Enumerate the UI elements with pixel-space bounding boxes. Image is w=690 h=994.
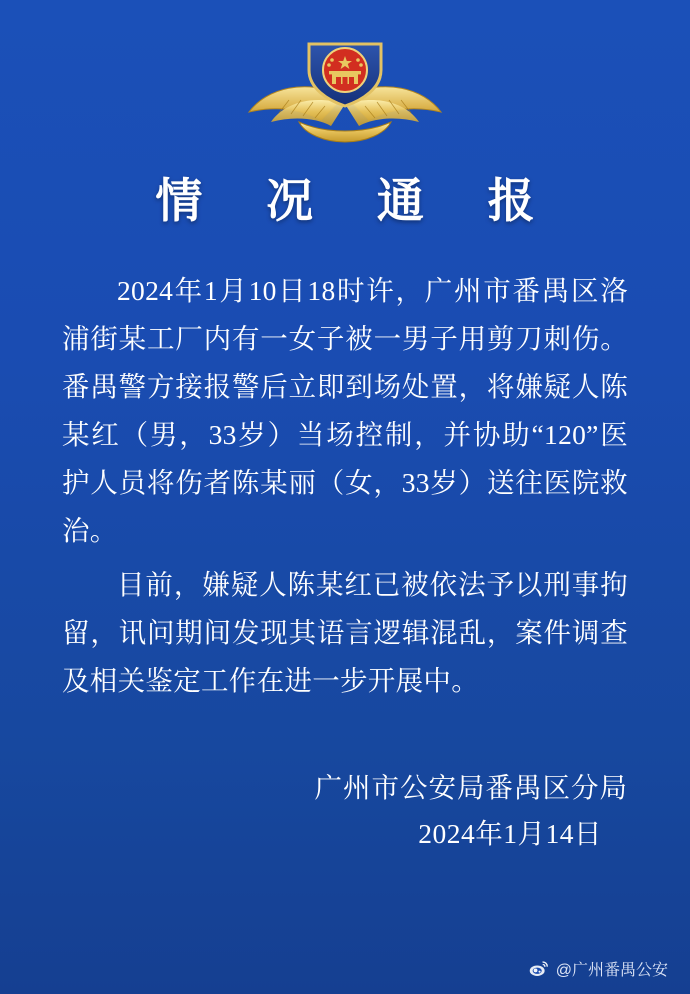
notice-body (62, 267, 628, 711)
signature-organization: 广州市公安局番禺区分局 (314, 772, 628, 804)
paragraph-2: 目前，嫌疑人陈某红已被依法予以刑事拘留，讯问期间发现其语言逻辑混乱，案件调查及相关鉴定工作在进一步开展中。 (62, 569, 628, 697)
emblem-container (240, 26, 450, 156)
weibo-account: @广州番禺公安 (555, 962, 668, 979)
weibo-watermark (528, 957, 668, 980)
weibo-icon (528, 958, 549, 979)
china-police-badge-icon (240, 26, 450, 158)
page-title: 情 况 通 报 (155, 176, 561, 228)
paragraph-1: 2024年1月10日18时许，广州市番禺区洛浦街某工厂内有一女子被一男子用剪刀刺伤。番禺警方接报警后立即到场处置，将嫌疑人陈某红（男，33岁）当场控制，并协助“120”医护人员将伤者陈某丽（女，33岁）送往医院救治。 (62, 275, 628, 547)
signature-block (62, 765, 628, 857)
signature-date: 2024年1月14日 (418, 818, 602, 850)
